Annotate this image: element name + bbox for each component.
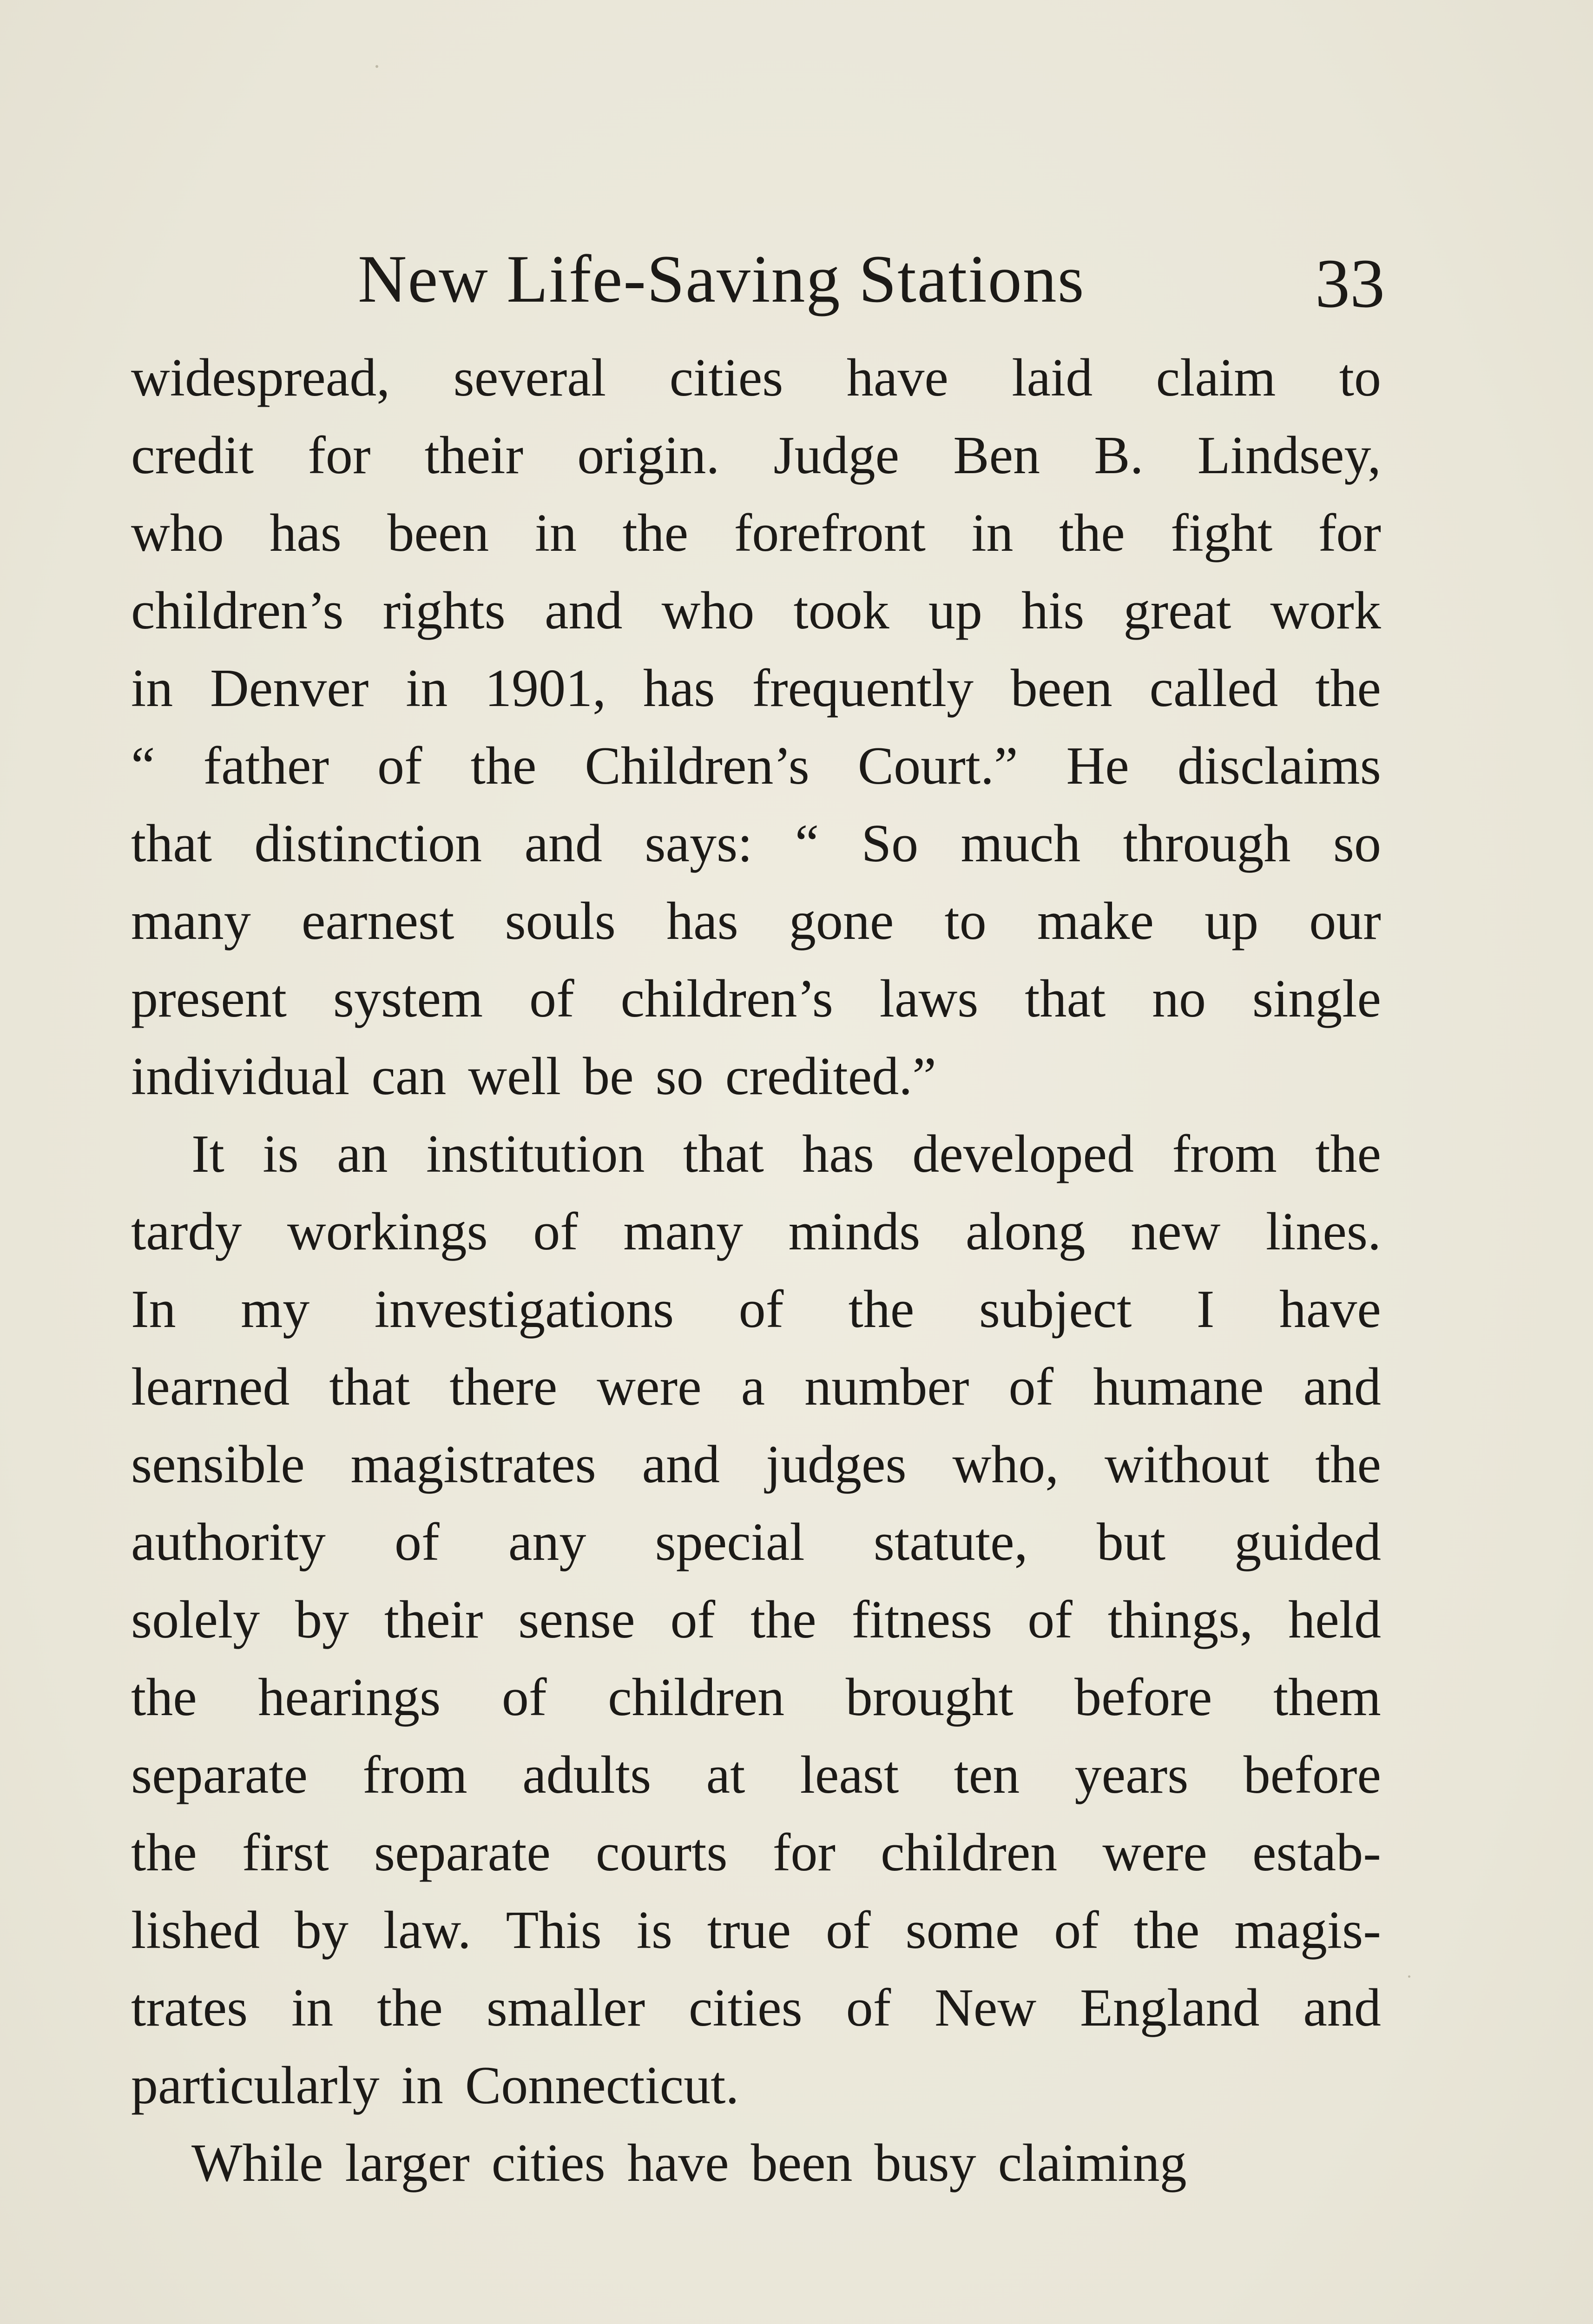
text-line: who has been in the forefront in the fight for — [131, 503, 1381, 563]
text-line: individual can well be so credited.” — [131, 1047, 936, 1106]
text-line: that distinction and says: “ So much through so — [131, 814, 1381, 873]
running-head — [130, 232, 1385, 325]
text-line: children’s rights and who took up his great work — [131, 581, 1381, 640]
page-number: 33 — [1315, 245, 1385, 322]
text-line: widespread, several cities have laid claim to — [131, 348, 1381, 408]
text-line: While larger cities have been busy claiming — [191, 2133, 1187, 2193]
body-text — [131, 339, 1381, 2202]
paper-speck — [1408, 1975, 1410, 1978]
text-line: In my investigations of the subject I have — [131, 1280, 1381, 1339]
paper-speck — [375, 65, 378, 68]
paragraph — [131, 2125, 1381, 2202]
text-line: in Denver in 1901, has frequently been called the — [131, 659, 1381, 718]
text-line: lished by law. This is true of some of the magis- — [131, 1901, 1381, 1960]
text-line: solely by their sense of the fitness of things, held — [131, 1590, 1381, 1650]
text-line: many earnest souls has gone to make up our — [131, 891, 1381, 951]
text-line: separate from adults at least ten years before — [131, 1745, 1381, 1805]
text-line: authority of any special statute, but guided — [131, 1512, 1381, 1572]
text-line: particularly in Connecticut. — [131, 2056, 739, 2115]
paragraph — [131, 339, 1381, 1116]
text-line: trates in the smaller cities of New England and — [131, 1978, 1381, 2038]
text-line: the first separate courts for children were estab- — [131, 1823, 1381, 1882]
text-line: the hearings of children brought before them — [131, 1668, 1381, 1727]
text-line: tardy workings of many minds along new lines. — [131, 1202, 1381, 1261]
text-line: sensible magistrates and judges who, without the — [131, 1435, 1381, 1494]
paragraph — [131, 1116, 1381, 2125]
text-line: learned that there were a number of humane and — [131, 1357, 1381, 1417]
text-line: credit for their origin. Judge Ben B. Lindsey, — [131, 426, 1381, 485]
running-title: New Life-Saving Stations — [358, 241, 1085, 317]
text-line: It is an institution that has developed from the — [191, 1124, 1381, 1184]
text-line: “ father of the Children’s Court.” He disclaims — [131, 736, 1381, 796]
text-line: present system of children’s laws that no single — [131, 969, 1381, 1029]
